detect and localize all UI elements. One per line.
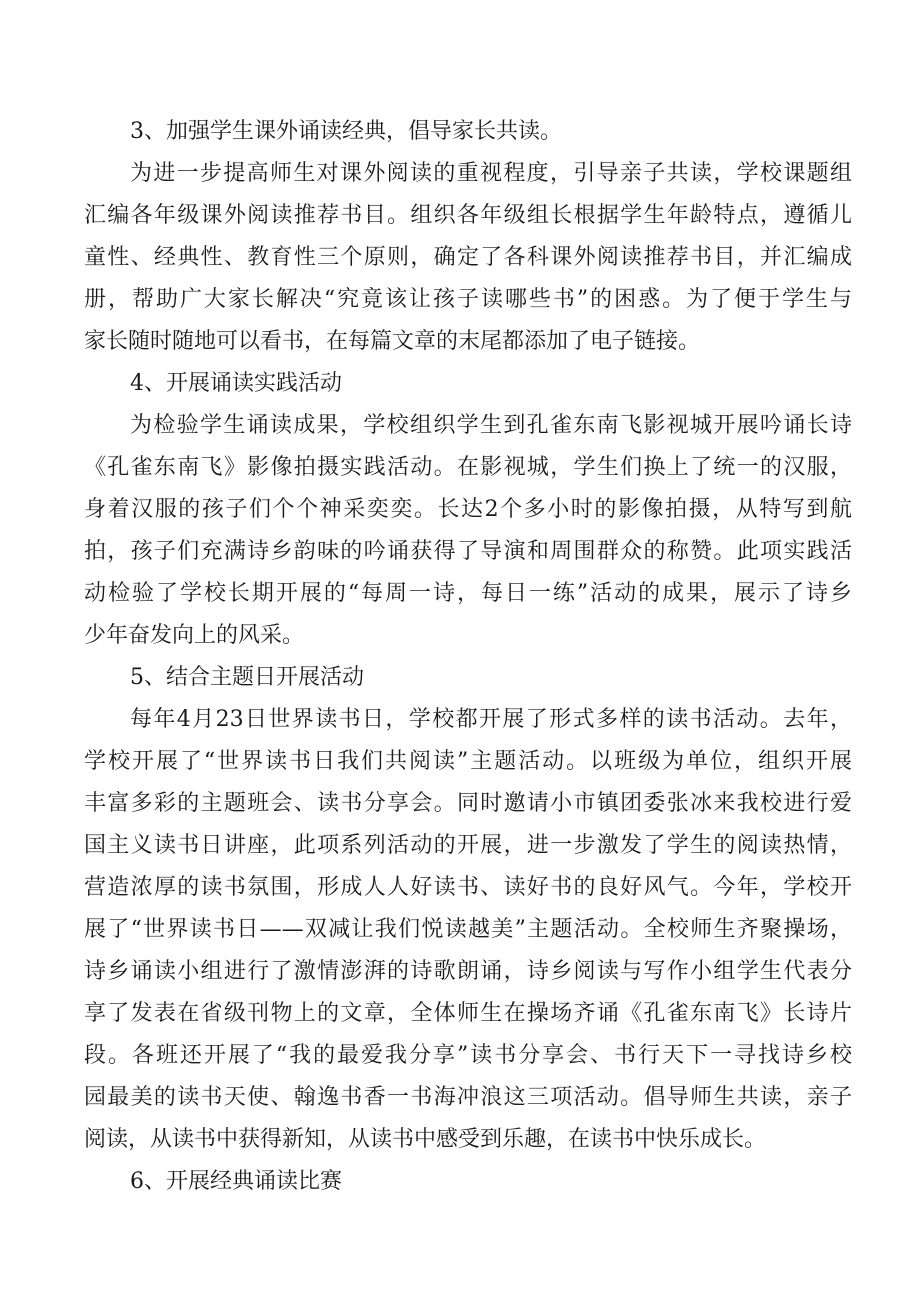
- paragraph-line: 营造浓厚的读书氛围，形成人人好读书、读好书的良好风气。今年，学校开: [84, 875, 852, 900]
- paragraph-line: 家长随时随地可以看书，在每篇文章的末尾都添加了电子链接。: [84, 329, 701, 354]
- heading-6: 6、开展经典诵读比赛: [130, 1169, 342, 1194]
- paragraph-line: 为检验学生诵读成果，学校组织学生到孔雀东南飞影视城开展吟诵长诗: [130, 413, 852, 438]
- paragraph-line: 享了发表在省级刊物上的文章，全体师生在操场齐诵《孔雀东南飞》长诗片: [84, 1001, 852, 1026]
- paragraph-line: 阅读，从读书中获得新知，从读书中感受到乐趣，在读书中快乐成长。: [84, 1127, 767, 1152]
- paragraph-line: 动检验了学校长期开展的“每周一诗，每日一练”活动的成果，展示了诗乡: [84, 581, 852, 606]
- heading-5: 5、结合主题日开展活动: [130, 665, 364, 690]
- paragraph-line: 拍，孩子们充满诗乡韵味的吟诵获得了导演和周围群众的称赞。此项实践活: [84, 539, 852, 564]
- paragraph-line: 每年4月23日世界读书日，学校都开展了形式多样的读书活动。去年，: [130, 707, 852, 732]
- paragraph-line: 为进一步提高师生对课外阅读的重视程度，引导亲子共读，学校课题组: [130, 161, 852, 186]
- heading-4: 4、开展诵读实践活动: [130, 371, 342, 396]
- paragraph-line: 诗乡诵读小组进行了激情澎湃的诗歌朗诵，诗乡阅读与写作小组学生代表分: [84, 959, 852, 984]
- paragraph-line: 段。各班还开展了“我的最爱我分享”读书分享会、书行天下一寻找诗乡校: [84, 1043, 852, 1068]
- paragraph-line: 学校开展了“世界读书日我们共阅读”主题活动。以班级为单位，组织开展: [84, 749, 852, 774]
- paragraph-line: 童性、经典性、教育性三个原则，确定了各科课外阅读推荐书目，并汇编成: [84, 245, 852, 270]
- paragraph-line: 园最美的读书天使、翰逸书香一书海冲浪这三项活动。倡导师生共读，亲子: [84, 1085, 852, 1110]
- paragraph-line: 《孔雀东南飞》影像拍摄实践活动。在影视城，学生们换上了统一的汉服，: [84, 455, 852, 480]
- paragraph-line: 少年奋发向上的风采。: [84, 623, 305, 648]
- paragraph-line: 展了“世界读书日——双减让我们悦读越美”主题活动。全校师生齐聚操场，: [84, 917, 852, 942]
- paragraph-line: 丰富多彩的主题班会、读书分享会。同时邀请小市镇团委张冰来我校进行爱: [84, 791, 852, 816]
- paragraph-line: 国主义读书日讲座，此项系列活动的开展，进一步激发了学生的阅读热情，: [84, 833, 852, 858]
- paragraph-line: 册，帮助广大家长解决“究竟该让孩子读哪些书”的困惑。为了便于学生与: [84, 287, 852, 312]
- paragraph-line: 汇编各年级课外阅读推荐书目。组织各年级组长根据学生年龄特点，遵循儿: [84, 203, 852, 228]
- paragraph-line: 身着汉服的孩子们个个神采奕奕。长达2个多小时的影像拍摄，从特写到航: [84, 497, 852, 522]
- heading-3: 3、加强学生课外诵读经典，倡导家长共读。: [130, 119, 562, 144]
